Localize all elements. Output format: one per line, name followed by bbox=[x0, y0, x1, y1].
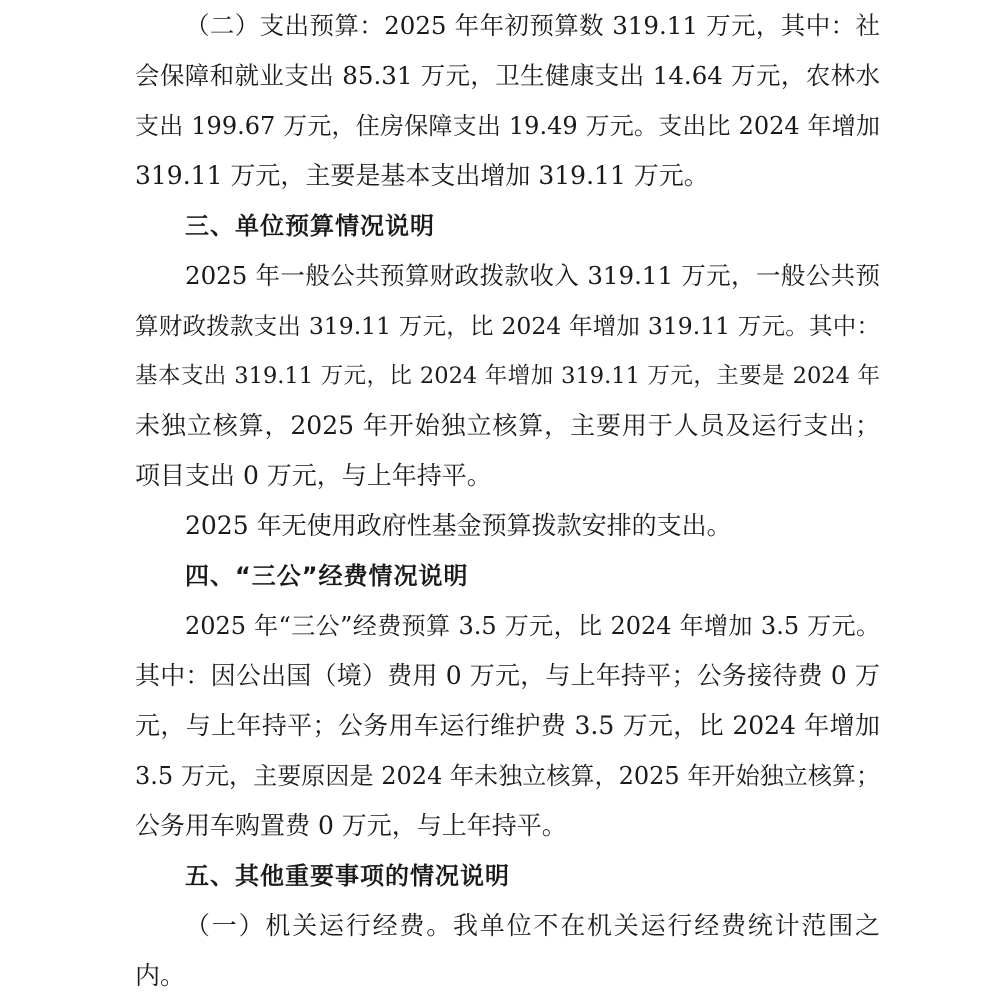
paragraph-line: 319.11 万元，主要是基本支出增加 319.11 万元。 bbox=[135, 161, 709, 190]
paragraph-line: 2025 年一般公共预算财政拨款收入 319.11 万元，一般公共预 bbox=[185, 261, 880, 290]
paragraph-line: 算财政拨款支出 319.11 万元，比 2024 年增加 319.11 万元。其中： bbox=[135, 312, 880, 340]
paragraph-line: （一）机关运行经费。我单位不在机关运行经费统计范围之 bbox=[185, 911, 880, 940]
paragraph-line: （二）支出预算：2025 年年初预算数 319.11 万元，其中：社 bbox=[185, 11, 880, 40]
paragraph-line: 基本支出 319.11 万元，比 2024 年增加 319.11 万元，主要是 2024 年 bbox=[135, 363, 880, 389]
section-heading: 四、“三公”经费情况说明 bbox=[185, 562, 469, 590]
paragraph-line: 其中：因公出国（境）费用 0 万元，与上年持平；公务接待费 0 万 bbox=[135, 661, 880, 690]
paragraph-line: 会保障和就业支出 85.31 万元，卫生健康支出 14.64 万元，农林水 bbox=[135, 61, 880, 90]
paragraph-line: 元，与上年持平；公务用车运行维护费 3.5 万元，比 2024 年增加 bbox=[135, 711, 880, 740]
section-heading: 五、其他重要事项的情况说明 bbox=[185, 862, 510, 890]
section-heading: 三、单位预算情况说明 bbox=[185, 212, 435, 240]
paragraph-line: 项目支出 0 万元，与上年持平。 bbox=[135, 461, 492, 490]
paragraph-line: 2025 年无使用政府性基金预算拨款安排的支出。 bbox=[185, 511, 732, 540]
paragraph-line: 内。 bbox=[135, 961, 186, 990]
paragraph-line: 公务用车购置费 0 万元，与上年持平。 bbox=[135, 811, 567, 840]
paragraph-line: 2025 年“三公”经费预算 3.5 万元，比 2024 年增加 3.5 万元。 bbox=[185, 612, 880, 640]
paragraph-line: 3.5 万元，主要原因是 2024 年未独立核算，2025 年开始独立核算； bbox=[135, 762, 880, 790]
paragraph-line: 未独立核算，2025 年开始独立核算，主要用于人员及运行支出； bbox=[135, 411, 880, 440]
paragraph-line: 支出 199.67 万元，住房保障支出 19.49 万元。支出比 2024 年增加 bbox=[135, 112, 880, 140]
